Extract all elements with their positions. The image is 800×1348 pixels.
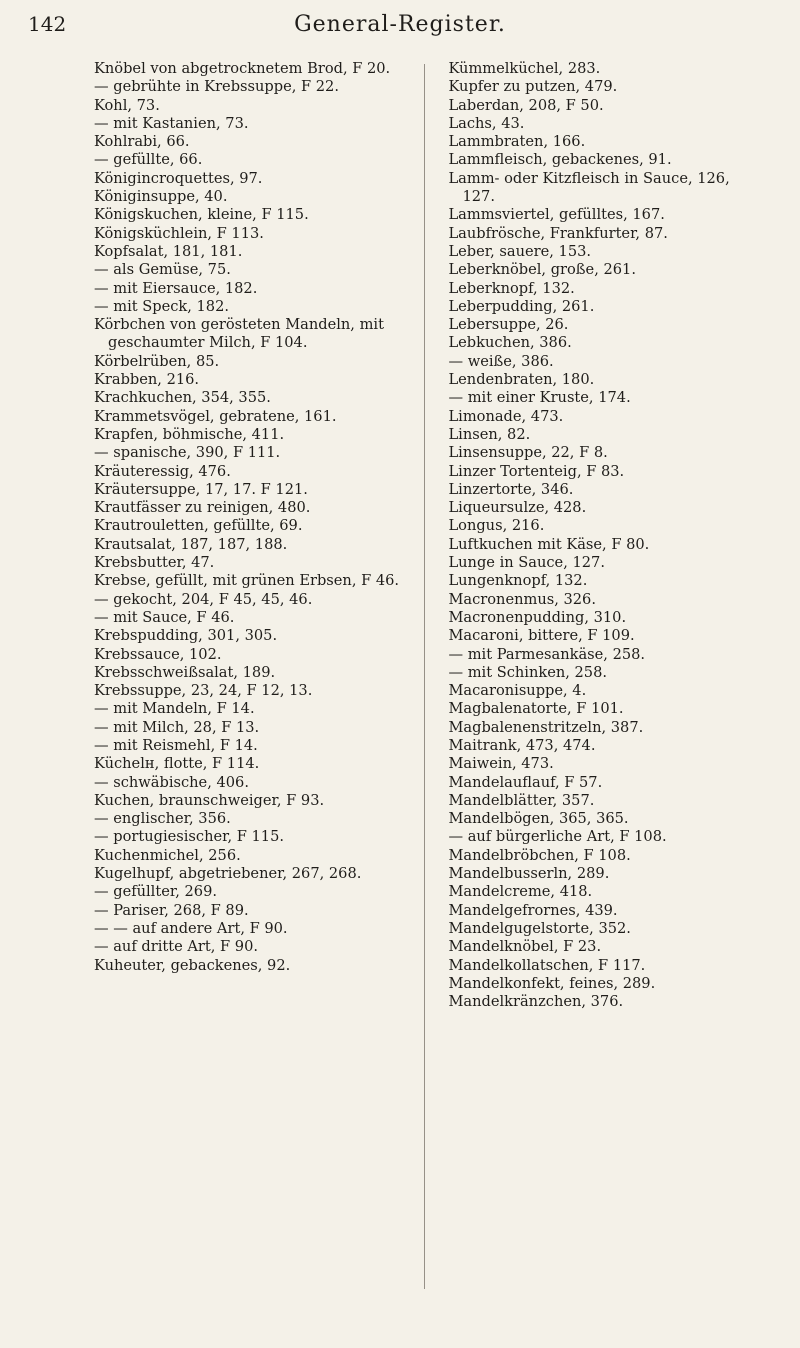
index-entry: Maitrank, 473, 474. <box>448 736 596 754</box>
index-entry: — mit Eiersauce, 182. <box>94 279 258 297</box>
index-entry: Krabben, 216. <box>94 371 200 389</box>
index-entry: Königsküchlein, F 113. <box>94 224 264 242</box>
index-entry: — gekocht, 204, F 45, 45, 46. <box>94 590 313 608</box>
index-entry: Krapfen, böhmische, 411. <box>94 425 285 443</box>
index-entry: Macaronisuppe, 4. <box>448 682 587 700</box>
index-entry: Kuchenmichel, 256. <box>94 846 241 864</box>
index-entry: Krammetsvögel, gebratene, 161. <box>94 407 337 425</box>
index-entry: Kupfer zu putzen, 479. <box>448 78 618 96</box>
index-columns <box>94 60 754 1289</box>
index-entry: Kugelhupf, abgetriebener, 267, 268. <box>94 865 362 883</box>
index-entry: Luftkuchen mit Käse, F 80. <box>448 535 650 553</box>
index-entry: Leber, sauere, 153. <box>448 242 592 260</box>
index-entry: Linsen, 82. <box>448 425 531 443</box>
index-entry: Küchelн, flotte, F 114. <box>94 755 260 773</box>
index-entry: Körbelrüben, 85. <box>94 352 220 370</box>
index-entry: — mit Sauce, F 46. <box>94 608 235 626</box>
index-entry: Magbalenatorte, F 101. <box>448 700 624 718</box>
index-entry: Linzer Tortenteig, F 83. <box>448 462 625 480</box>
index-entry: Mandelkollatschen, F 117. <box>448 956 646 974</box>
right-column <box>448 60 754 1289</box>
index-entry: — mit Reismehl, F 14. <box>94 736 258 754</box>
index-entry: — portugiesischer, F 115. <box>94 828 285 846</box>
index-entry: Krachkuchen, 354, 355. <box>94 389 271 407</box>
index-entry: Mandelbusserln, 289. <box>448 865 610 883</box>
index-entry: Lachs, 43. <box>448 114 525 132</box>
index-entry: Krebsbutter, 47. <box>94 554 215 572</box>
index-entry: Mandelbröbchen, F 108. <box>448 846 631 864</box>
index-entry: Krebssauce, 102. <box>94 645 222 663</box>
index-entry: — gefüllte, 66. <box>94 151 203 169</box>
index-entry: — — auf andere Art, F 90. <box>94 919 288 937</box>
index-entry: — gefüllter, 269. <box>94 883 217 901</box>
index-entry: Lammbraten, 166. <box>448 133 586 151</box>
index-entry: — schwäbische, 406. <box>94 773 249 791</box>
index-entry: — als Gemüse, 75. <box>94 261 231 279</box>
index-entry: — auf dritte Art, F 90. <box>94 938 258 956</box>
index-entry: Linzertorte, 346. <box>448 480 574 498</box>
index-entry: Mandelauflauf, F 57. <box>448 773 603 791</box>
index-entry: Kräuteressig, 476. <box>94 462 231 480</box>
index-entry: — mit Mandeln, F 14. <box>94 700 255 718</box>
index-entry: Linsensuppe, 22, F 8. <box>448 444 608 462</box>
page-number: 142 <box>28 12 67 36</box>
index-entry: Limonade, 473. <box>448 407 564 425</box>
index-entry: Kräutersuppe, 17, 17. F 121. <box>94 480 308 498</box>
index-entry: Kümmelküchel, 283. <box>448 60 601 77</box>
index-entry: Liqueursulze, 428. <box>448 499 587 517</box>
index-entry: — Pariser, 268, F 89. <box>94 901 249 919</box>
index-entry: Mandelknöbel, F 23. <box>448 938 602 956</box>
index-entry: — mit Milch, 28, F 13. <box>94 718 260 736</box>
index-entry: — mit Kastanien, 73. <box>94 114 249 132</box>
index-entry: Königincroquettes, 97. <box>94 169 263 187</box>
index-entry: Königinsuppe, 40. <box>94 188 228 206</box>
index-entry: — mit Parmesankäse, 258. <box>448 645 646 663</box>
index-entry: Königskuchen, kleine, F 115. <box>94 206 309 224</box>
index-entry: Magbalenenstritzeln, 387. <box>448 718 644 736</box>
index-entry: Körbchen von gerösteten Mandeln, mit geschaumter Milch, F 104. <box>94 316 384 352</box>
index-entry: Mandelgefrornes, 439. <box>448 901 618 919</box>
index-entry: Mandelkonfekt, feines, 289. <box>448 974 656 992</box>
index-entry: — spanische, 390, F 111. <box>94 444 281 462</box>
column-divider <box>424 64 425 1289</box>
index-entry: Mandelcreme, 418. <box>448 883 593 901</box>
index-entry: — mit einer Kruste, 174. <box>448 389 631 407</box>
index-entry: Lebersuppe, 26. <box>448 316 569 334</box>
index-entry: Kopfsalat, 181, 181. <box>94 242 243 260</box>
index-entry: Macronenpudding, 310. <box>448 608 627 626</box>
index-entry: Krebse, gefüllt, mit grünen Erbsen, F 46. <box>94 572 400 590</box>
index-entry: Lunge in Sauce, 127. <box>448 554 605 572</box>
index-entry: Leberpudding, 261. <box>448 297 595 315</box>
index-entry: Maiwein, 473. <box>448 755 554 773</box>
index-entry: Krebspudding, 301, 305. <box>94 627 278 645</box>
index-entry: Mandelkränzchen, 376. <box>448 993 624 1011</box>
index-entry: Kuchen, braunschweiger, F 93. <box>94 791 325 809</box>
index-entry: Longus, 216. <box>448 517 545 535</box>
index-entry: Leberknöbel, große, 261. <box>448 261 636 279</box>
index-entry: Mandelgugelstorte, 352. <box>448 919 631 937</box>
index-entry: — englischer, 356. <box>94 810 231 828</box>
index-entry: Mandelbögen, 365, 365. <box>448 810 629 828</box>
index-entry: Kuheuter, gebackenes, 92. <box>94 956 291 974</box>
index-entry: — mit Schinken, 258. <box>448 663 607 681</box>
index-entry: Lendenbraten, 180. <box>448 371 595 389</box>
index-entry: Krautsalat, 187, 187, 188. <box>94 535 288 553</box>
index-entry: Lamm- oder Kitzfleisch in Sauce, 126, 127. <box>448 169 730 206</box>
index-entry: — weiße, 386. <box>448 352 554 370</box>
index-entry: — mit Speck, 182. <box>94 297 230 315</box>
index-entry: — auf bürgerliche Art, F 108. <box>448 828 667 846</box>
index-entry: Knöbel von abgetrocknetem Brod, F 20. <box>94 60 391 77</box>
index-entry: Krebsschweißsalat, 189. <box>94 663 276 681</box>
index-entry: Macronenmus, 326. <box>448 590 596 608</box>
index-entry: Laberdan, 208, F 50. <box>448 96 604 114</box>
index-entry: Krebssuppe, 23, 24, F 12, 13. <box>94 682 313 700</box>
index-entry: Mandelblätter, 357. <box>448 791 595 809</box>
index-entry: Macaroni, bittere, F 109. <box>448 627 635 645</box>
index-entry: Leberknopf, 132. <box>448 279 575 297</box>
left-column <box>94 60 400 1289</box>
index-entry: Lebkuchen, 386. <box>448 334 572 352</box>
index-entry: — gebrühte in Krebssuppe, F 22. <box>94 78 339 96</box>
index-entry: Kohlrabi, 66. <box>94 133 190 151</box>
index-entry: Lammsviertel, gefülltes, 167. <box>448 206 665 224</box>
running-head: General-Register. <box>294 12 506 37</box>
index-entry: Krautfässer zu reinigen, 480. <box>94 499 311 517</box>
index-entry: Krautrouletten, gefüllte, 69. <box>94 517 303 535</box>
index-entry: Laubfrösche, Frankfurter, 87. <box>448 224 668 242</box>
index-entry: Kohl, 73. <box>94 96 160 114</box>
index-entry: Lammfleisch, gebackenes, 91. <box>448 151 672 169</box>
index-entry: Lungenknopf, 132. <box>448 572 588 590</box>
